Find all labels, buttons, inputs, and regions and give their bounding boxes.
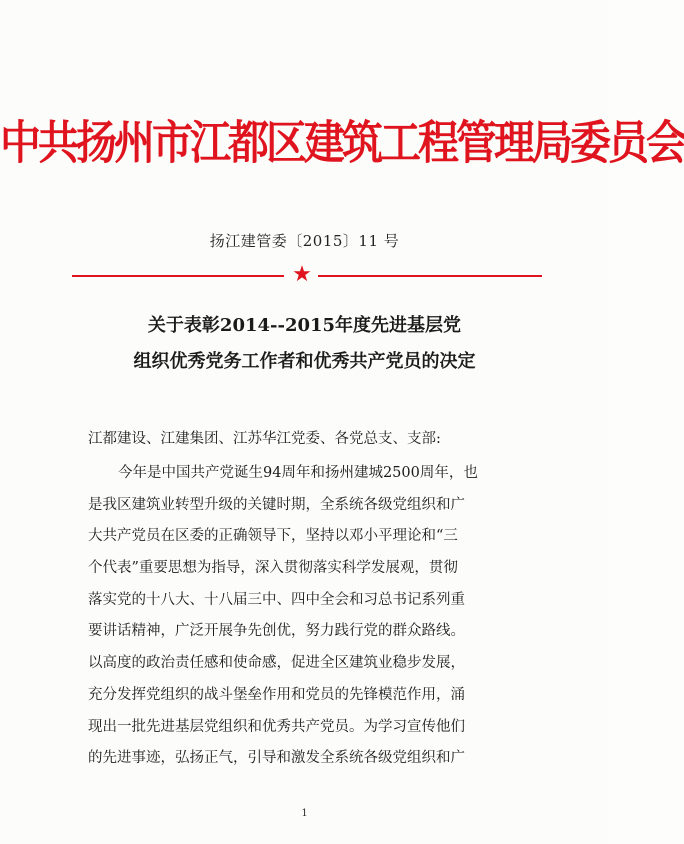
- body-line: 落实党的十八大、十八届三中、四中全会和习总书记系列重: [88, 591, 465, 608]
- body-line: 个代表”重要思想为指导，深入贯彻落实科学发展观，贯彻: [88, 560, 458, 577]
- divider-rule-left: [72, 275, 284, 277]
- star-icon: ★: [292, 262, 312, 287]
- body-paragraph: [88, 458, 528, 775]
- body-line: 要讲话精神，广泛开展争先创优，努力践行党的群众路线。: [88, 623, 465, 640]
- masthead-title: 中共扬州市江都区建筑工程管理局委员会: [0, 116, 684, 170]
- body-line: 充分发挥党组织的战斗堡垒作用和党员的先锋模范作用，涌: [88, 686, 465, 703]
- body-line: 是我区建筑业转型升级的关键时期，全系统各级党组织和广: [88, 496, 465, 513]
- body-line: 今年是中国共产党诞生94周年和扬州建城2500周年，也: [118, 465, 478, 481]
- body-line: 现出一批先进基层党组织和优秀共产党员。为学习宣传他们: [88, 718, 465, 735]
- body-line: 以高度的政治责任感和使命感，促进全区建筑业稳步发展，: [88, 655, 465, 672]
- salutation: 江都建设、江建集团、江苏华江党委、各党总支、支部:: [88, 431, 441, 447]
- page-number: 1: [301, 808, 308, 819]
- body-line: 大共产党员在区委的正确领导下，坚持以邓小平理论和“三: [88, 528, 458, 545]
- red-divider: [72, 262, 542, 287]
- document-title-line-1: 关于表彰2014--2015年度先进基层党: [147, 315, 462, 336]
- document-number: 扬江建管委〔2015〕11 号: [209, 232, 400, 250]
- document-title-line-2: 组织优秀党务工作者和优秀共产党员的决定: [133, 351, 476, 372]
- divider-rule-right: [318, 275, 542, 277]
- body-line: 的先进事迹，弘扬正气，引导和激发全系统各级党组织和广: [88, 750, 465, 767]
